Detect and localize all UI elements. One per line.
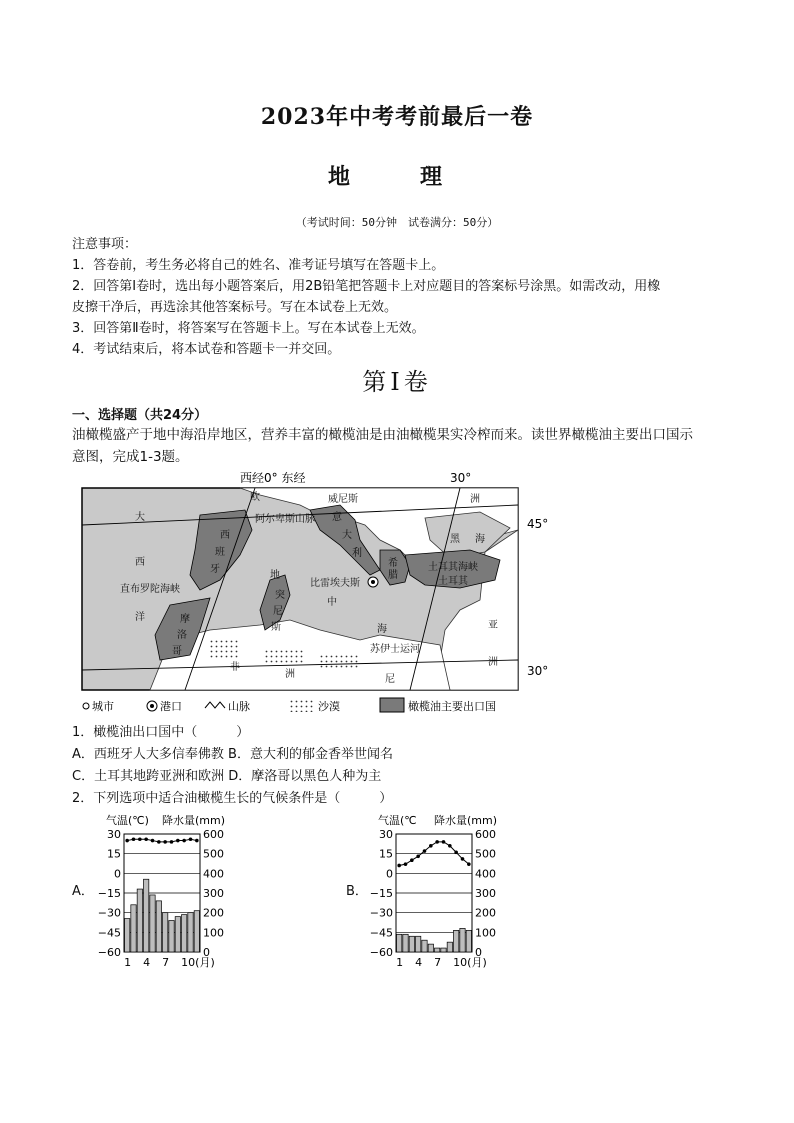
temp-tick: 30: [107, 828, 121, 841]
temp-tick: 30: [379, 828, 393, 841]
map-label: 洛: [177, 630, 187, 641]
precip-tick: 400: [203, 867, 224, 881]
desert-icon: [290, 698, 314, 712]
question-stem: [72, 424, 732, 468]
lon30-label: 30°: [450, 471, 472, 485]
temp-point: [151, 839, 155, 843]
map-label: 大: [135, 512, 145, 523]
temp-tick: −60: [369, 946, 393, 959]
legend-exporter: 橄榄油主要出口国: [408, 700, 496, 713]
precip-bar: [397, 934, 402, 952]
map-label: 海: [377, 624, 387, 635]
precip-bar: [194, 911, 199, 952]
precip-tick: 300: [475, 887, 496, 900]
temp-point: [182, 839, 186, 843]
precip-bar: [409, 936, 414, 952]
precip-tick: 200: [475, 906, 496, 920]
map-label: 土耳其: [438, 576, 468, 587]
map-label: 尼: [273, 606, 283, 617]
map-label: 意: [332, 512, 342, 523]
precip-bar: [137, 889, 142, 952]
temp-point: [429, 844, 433, 848]
chart-a-label[interactable]: A．: [72, 884, 94, 899]
temp-tick: 15: [107, 847, 121, 861]
notes-heading: 注意事项：: [72, 237, 138, 252]
month-tick: 7: [162, 956, 170, 969]
temp-point: [144, 837, 148, 841]
precip-tick: 600: [203, 828, 224, 841]
temp-point: [163, 840, 167, 844]
precip-axis-title: 降水量(mm): [162, 814, 226, 827]
notes-item: 皮擦干净后，再选涂其他答案标号。写在本试卷上无效。: [72, 300, 398, 315]
month-tick: 10(月): [453, 956, 487, 969]
desert: [320, 655, 360, 670]
map-label: 尼: [385, 674, 395, 685]
climate-chart-a: [88, 812, 248, 972]
q1-option-c[interactable]: C．土耳其地跨亚洲和欧洲: [72, 769, 225, 784]
q1-option-a[interactable]: A．西班牙人大多信奉佛教: [72, 747, 224, 762]
map-label: 西: [135, 557, 145, 568]
legend-mountain: 山脉: [228, 700, 250, 713]
notes-item: 2．回答第Ⅰ卷时，选出每小题答案后，用2B铅笔把答题卡上对应题目的答案标号涂黑。如需改动，用橡: [72, 279, 661, 294]
city-icon: [83, 703, 89, 709]
legend-port: 港口: [160, 700, 182, 713]
port-icon-dot: [150, 704, 154, 708]
precip-axis-title: 降水量(mm): [434, 814, 498, 827]
map-label: 突: [275, 590, 285, 601]
map-label: 土耳其海峡: [428, 562, 478, 573]
climate-chart-b: [360, 812, 520, 972]
map-label: 欧: [250, 492, 260, 503]
temp-axis-title: 气温(℃): [106, 814, 149, 827]
q2-stem: 2．下列选项中适合油橄榄生长的气候条件是（ ）: [72, 791, 393, 806]
precip-tick: 0: [203, 946, 210, 959]
section-heading: 一、选择题（共24分）: [72, 408, 208, 423]
olive-oil-map: [80, 470, 550, 720]
month-tick: 4: [415, 956, 423, 969]
map-label: 牙: [210, 564, 220, 575]
month-tick: 7: [434, 956, 442, 969]
precip-tick: 500: [203, 847, 224, 861]
temp-point: [454, 851, 458, 855]
month-tick: 1: [396, 956, 404, 969]
precip-bar: [150, 895, 155, 952]
precip-bar: [188, 913, 193, 952]
temp-point: [125, 839, 129, 843]
precip-tick: 100: [475, 926, 496, 940]
precip-bar: [428, 944, 433, 952]
temp-point: [189, 837, 193, 841]
temp-point: [435, 840, 439, 844]
chart-b-label[interactable]: B．: [346, 884, 368, 899]
map-label: 腊: [388, 570, 398, 581]
map-label: 比雷埃夫斯: [310, 578, 360, 589]
map-label: 洲: [470, 494, 480, 505]
precip-tick: 400: [475, 867, 496, 881]
temp-tick: −60: [97, 946, 121, 959]
precip-bar: [169, 921, 174, 952]
precip-bar: [447, 942, 452, 952]
precip-bar: [403, 934, 408, 952]
mountain-icon: [205, 702, 225, 708]
map-label: 洋: [135, 612, 145, 623]
notes: [72, 234, 732, 360]
stem-line: 意图，完成1-3题。: [72, 449, 189, 465]
temp-tick: −15: [369, 887, 393, 900]
desert: [265, 650, 305, 665]
lat45-label: 45°: [527, 517, 549, 531]
month-tick: 4: [143, 956, 151, 969]
precip-tick: 200: [203, 906, 224, 920]
map-label: 洲: [285, 669, 295, 680]
temp-tick: −15: [97, 887, 121, 900]
precip-tick: 500: [475, 847, 496, 861]
port-icon-dot: [371, 580, 375, 584]
meridian-label: 西经0° 东经: [240, 471, 306, 485]
stem-line: 油橄榄盛产于地中海沿岸地区，营养丰富的橄榄油是由油橄榄果实冷榨而来。读世界橄榄油主要出口国示: [72, 427, 693, 443]
precip-tick: 100: [203, 926, 224, 940]
precip-bar: [460, 928, 465, 952]
map-label: 洲: [488, 657, 498, 668]
precip-bar: [182, 915, 187, 952]
temp-point: [132, 837, 136, 841]
temp-point: [442, 840, 446, 844]
precip-bar: [422, 940, 427, 952]
temp-axis-title: 气温(℃: [378, 814, 417, 827]
map-label: 希: [388, 558, 398, 569]
precip-bar: [466, 930, 471, 952]
map-label: 阿尔卑斯山脉: [255, 514, 315, 525]
subject-title: 地 理: [327, 164, 466, 190]
legend-city: 城市: [92, 700, 114, 713]
temp-point: [157, 840, 161, 844]
temp-point: [404, 862, 408, 866]
map-legend: [83, 698, 496, 713]
precip-bar: [416, 936, 421, 952]
precip-bar: [441, 948, 446, 952]
map-label: 大: [342, 530, 352, 541]
temp-tick: −30: [97, 906, 121, 920]
map-label: 苏伊士运河: [370, 644, 420, 655]
precip-bar: [163, 913, 168, 952]
volume-title: 第Ⅰ卷: [362, 368, 432, 396]
temp-point: [195, 839, 199, 843]
precip-bar: [131, 905, 136, 952]
map-label: 摩: [180, 614, 190, 625]
temp-point: [170, 840, 174, 844]
exporter-icon: [380, 698, 404, 712]
precip-tick: 0: [475, 946, 482, 959]
desert: [210, 640, 240, 660]
legend-desert: 沙漠: [318, 700, 340, 713]
temp-point: [416, 854, 420, 858]
temp-point: [397, 864, 401, 868]
month-tick: 1: [124, 956, 132, 969]
map-label: 利: [352, 548, 362, 559]
notes-item: 3．回答第Ⅱ卷时，将答案写在答题卡上。写在本试卷上无效。: [72, 321, 425, 336]
temp-tick: −45: [97, 926, 121, 940]
page-title: 2023年中考考前最后一卷: [260, 104, 534, 130]
notes-item: 4．考试结束后，将本试卷和答题卡一并交回。: [72, 342, 341, 357]
map-label: 威尼斯: [328, 494, 358, 505]
map-label: 中: [327, 597, 337, 608]
temp-point: [138, 837, 142, 841]
temp-point: [448, 844, 452, 848]
map-label: 斯: [271, 622, 281, 633]
temp-point: [467, 862, 471, 866]
temp-tick: 15: [379, 847, 393, 861]
precip-tick: 300: [203, 887, 224, 900]
temp-line: [127, 839, 197, 842]
question-1: [72, 722, 732, 810]
month-tick: 10(月): [181, 956, 215, 969]
temp-tick: 0: [386, 867, 393, 881]
notes-item: 1．答卷前，考生务必将自己的姓名、准考证号填写在答题卡上。: [72, 258, 445, 273]
precip-bar: [144, 879, 149, 952]
precip-bar: [175, 917, 180, 952]
precip-bar: [435, 948, 440, 952]
temp-point: [423, 849, 427, 853]
exam-meta: （考试时间：50分钟 试卷满分：50分）: [295, 216, 499, 229]
map-label: 哥: [172, 646, 182, 657]
temp-point: [461, 857, 465, 861]
q1-option-d[interactable]: D．摩洛哥以黑色人种为主: [228, 769, 382, 784]
temp-point: [410, 858, 414, 862]
map-label: 海: [475, 534, 485, 545]
precip-bar: [454, 930, 459, 952]
map-label: 地: [270, 570, 280, 581]
q1-stem: 1．橄榄油出口国中（ ）: [72, 725, 250, 740]
map-label: 直布罗陀海峡: [120, 584, 180, 595]
precip-bar: [125, 919, 130, 952]
map-label: 班: [215, 547, 225, 558]
temp-tick: −45: [369, 926, 393, 940]
map-label: 西: [220, 530, 230, 541]
map-label: 非: [230, 662, 240, 673]
precip-bar: [156, 901, 161, 952]
temp-tick: 0: [114, 867, 121, 881]
precip-tick: 600: [475, 828, 496, 841]
map-label: 黑: [450, 534, 460, 545]
lat30-label: 30°: [527, 664, 549, 678]
q1-option-b[interactable]: B．意大利的郁金香举世闻名: [228, 747, 393, 762]
map-label: 亚: [488, 620, 498, 631]
temp-point: [176, 839, 180, 843]
temp-tick: −30: [369, 906, 393, 920]
